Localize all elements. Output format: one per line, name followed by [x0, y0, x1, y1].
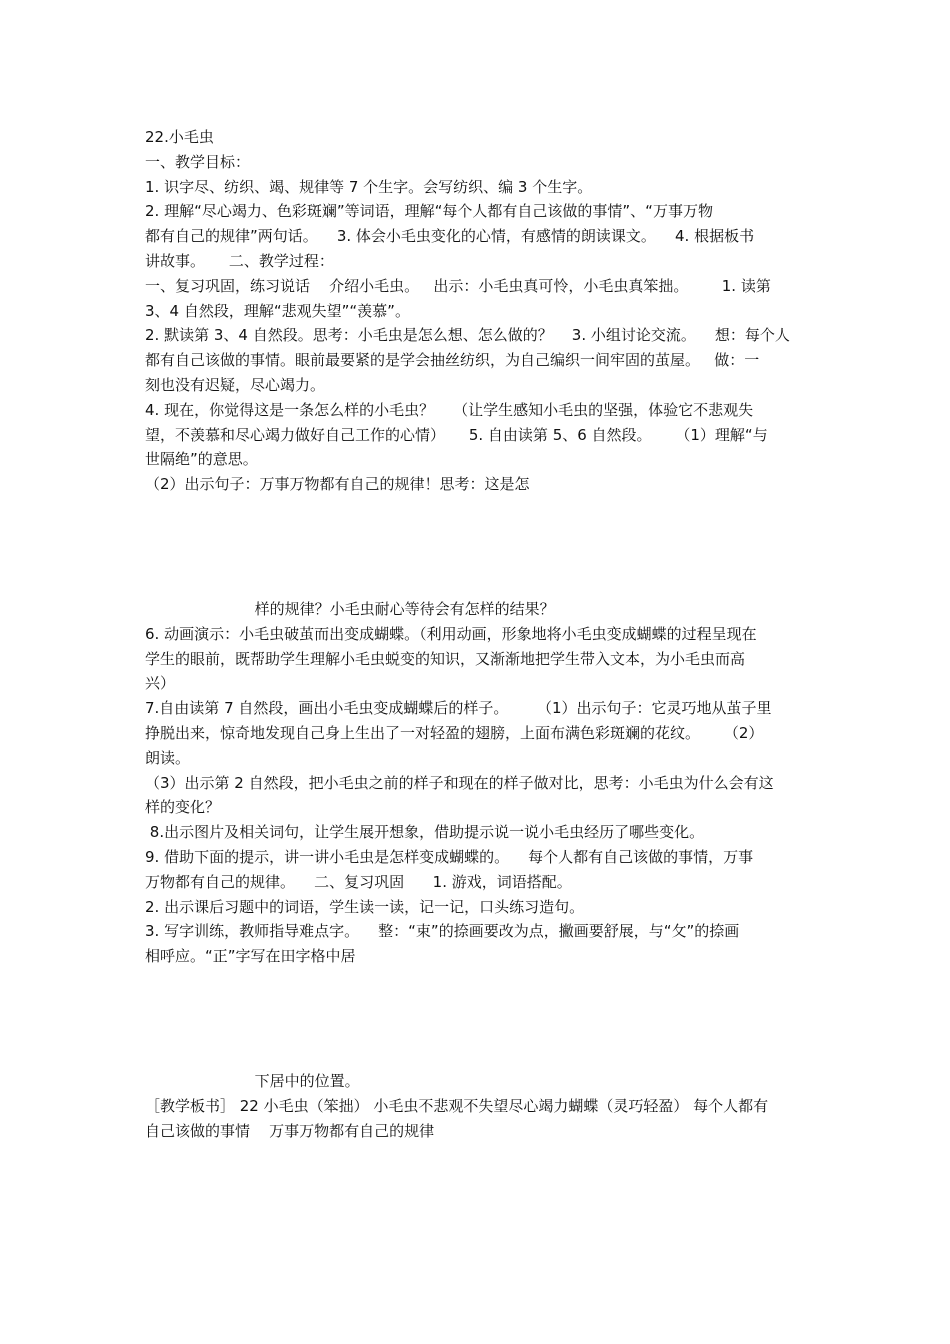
- text-line: 下居中的位置。: [145, 1072, 360, 1090]
- text-line: 都有自己的规律”两句话。 3. 体会小毛虫变化的心情，有感情的朗读课文。 4. 根据板书: [145, 227, 755, 246]
- text-line: ［教学板书］ 22 小毛虫（笨拙） 小毛虫不悲观不失望尽心竭力蝴蝶（灵巧轻盈） 每个人都有: [145, 1096, 769, 1115]
- text-line: 2. 默读第 3、4 自然段。思考：小毛虫是怎么想、怎么做的？ 3. 小组讨论交流。 想：每个人: [145, 326, 790, 345]
- text-line: 样的规律？小毛虫耐心等待会有怎样的结果？: [145, 600, 555, 618]
- text-line: 2. 理解“尽心竭力、色彩斑斓”等词语，理解“每个人都有自己该做的事情”、“万事万物: [145, 202, 713, 221]
- text-line: 3、4 自然段，理解“悲观失望”“羡慕”。: [145, 301, 410, 320]
- text-line: 都有自己该做的事情。眼前最要紧的是学会抽丝纺织，为自己编织一间牢固的茧屋。 做：一: [145, 351, 760, 370]
- text-line: 刻也没有迟疑，尽心竭力。: [145, 375, 326, 394]
- text-line: 学生的眼前，既帮助学生理解小毛虫蜕变的知识，又渐渐地把学生带入文本，为小毛虫而高: [145, 649, 746, 668]
- text-line: 一、复习巩固，练习说话 介绍小毛虫。 出示：小毛虫真可怜，小毛虫真笨拙。 1. 读第: [145, 276, 771, 295]
- text-block-3: [145, 1069, 810, 1143]
- text-line: 相呼应。“正”字写在田字格中居: [145, 947, 356, 966]
- text-line: 3. 写字训练，教师指导难点字。 整：“束”的捺画要改为点，撇画要舒展，与“攵”的捺画: [145, 922, 740, 941]
- text-line: 8.出示图片及相关词句，让学生展开想象，借助提示说一说小毛虫经历了哪些变化。: [145, 823, 705, 842]
- text-line: 朗读。: [145, 748, 191, 767]
- text-line: 讲故事。 二、教学过程：: [145, 251, 334, 270]
- text-line: 世隔绝”的意思。: [145, 450, 258, 469]
- text-block-2: [145, 597, 810, 969]
- text-line: 7.自由读第 7 自然段，画出小毛虫变成蝴蝶后的样子。 （1）出示句子：它灵巧地从茧子里: [145, 699, 772, 718]
- text-line: 6. 动画演示：小毛虫破茧而出变成蝴蝶。（利用动画，形象地将小毛虫变成蝴蝶的过程呈现在: [145, 624, 757, 643]
- text-line: 一、教学目标：: [145, 152, 251, 171]
- text-line: 样的变化？: [145, 798, 221, 817]
- text-line: （2）出示句子：万事万物都有自己的规律！思考：这是怎: [145, 475, 530, 494]
- text-line: （3）出示第 2 自然段，把小毛虫之前的样子和现在的样子做对比，思考：小毛虫为什么会有这: [145, 773, 774, 792]
- text-line: 挣脱出来，惊奇地发现自己身上生出了一对轻盈的翅膀，上面布满色彩斑斓的花纹。 （2）: [145, 723, 764, 742]
- text-line: 4. 现在，你觉得这是一条怎么样的小毛虫？ （让学生感知小毛虫的坚强，体验它不悲观失: [145, 400, 754, 419]
- text-block-1: [145, 125, 810, 497]
- text-line: 22.小毛虫: [145, 128, 214, 146]
- text-line: 9. 借助下面的提示，讲一讲小毛虫是怎样变成蝴蝶的。 每个人都有自己该做的事情，万事: [145, 847, 754, 866]
- text-line: 万物都有自己的规律。 二、复习巩固 1. 游戏，词语搭配。: [145, 872, 572, 891]
- text-line: 兴）: [145, 674, 176, 693]
- text-line: 1. 识字尽、纺织、竭、规律等 7 个生字。会写纺织、编 3 个生字。: [145, 177, 593, 196]
- text-line: 2. 出示课后习题中的词语，学生读一读，记一记，口头练习造句。: [145, 897, 585, 916]
- text-line: 自己该做的事情 万事万物都有自己的规律: [145, 1121, 435, 1140]
- text-line: 望，不羡慕和尽心竭力做好自己工作的心情） 5. 自由读第 5、6 自然段。 （1）理解“与: [145, 425, 768, 444]
